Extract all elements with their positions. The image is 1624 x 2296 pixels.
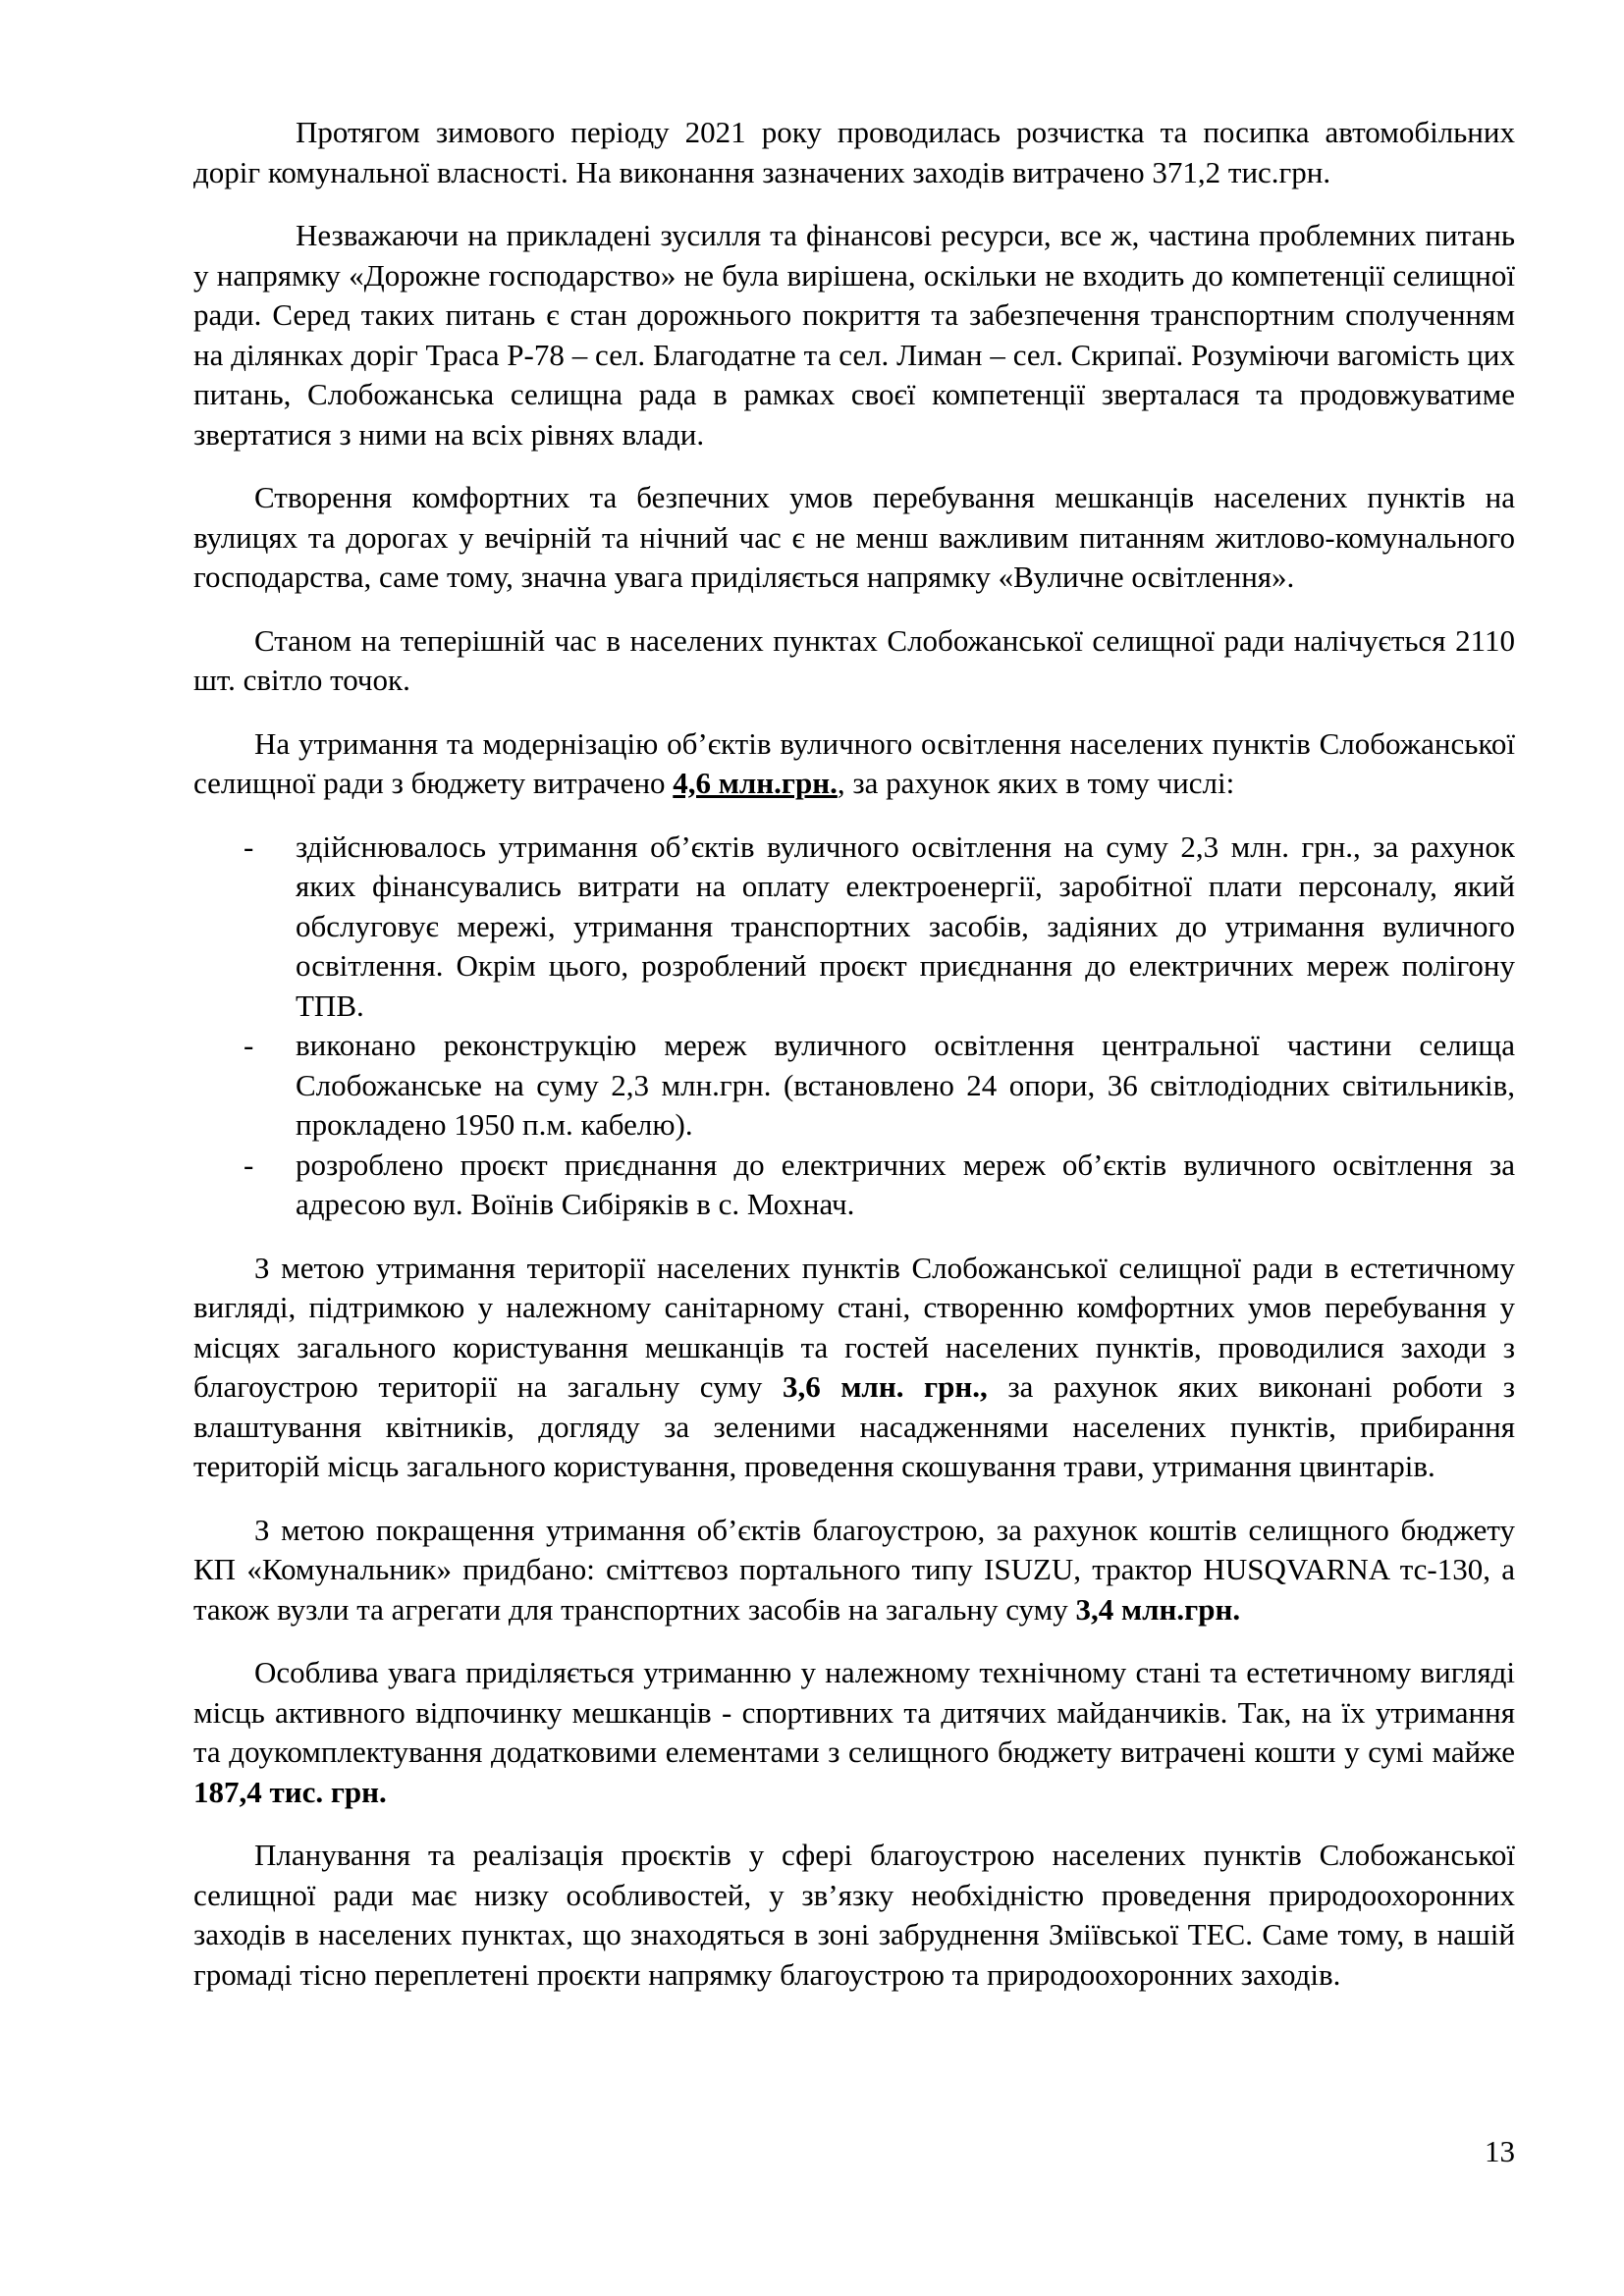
page-number: 13	[1485, 2134, 1515, 2168]
paragraph-vehicles-purchase	[193, 1511, 1515, 1630]
vehicles-amount: 3,4 млн.грн.	[1075, 1591, 1241, 1627]
playgrounds-amount: 187,4 тис. грн.	[193, 1774, 387, 1809]
paragraph-lighting-budget	[193, 724, 1515, 804]
lighting-budget-amount: 4,6 млн.грн.	[673, 766, 838, 800]
paragraph-light-points: Станом на теперішній час в населених пунктах Слобожанської селищної ради налічується 2110 шт. світло точок.	[193, 622, 1515, 697]
paragraph-unresolved-issues: Незважаючи на прикладені зусилля та фінансові ресурси, все ж, частина проблемних питань у напрямку «Дорожне господарство» не була вирішена, оскільки не входить до компетенції селищної ради. Серед таких питань є стан дорожнього покриття та забезпечення транспортним сполученням на ділянках доріг Траса Р-78 – сел. Благодатне та сел. Лиман – сел. Скрипаї. Розуміючи вагомість цих питань, Слобожанська селищна рада в рамках своєї компетенції зверталася та продовжуватиме звертатися з ними на всіх рівнях влади.	[193, 218, 1515, 452]
paragraph-planning: Планування та реалізація проєктів у сфері благоустрою населених пунктів Слобожанської селищної ради має низку особливостей, у зв’язку необхідністю проведення природоохоронних заходів в населених пунктах, що знаходяться в зоні забруднення Зміївської ТЕС. Саме тому, в нашій громаді тісно переплетені проєкти напрямку благоустрою та природоохоронних заходів.	[193, 1838, 1515, 1992]
list-bullet-marker: -	[244, 828, 254, 864]
document-page	[193, 113, 1515, 2018]
lighting-bullet-list	[193, 828, 1515, 1225]
list-item	[193, 1026, 1515, 1146]
list-item-text: розроблено проєкт приєднання до електричних мереж об’єктів вуличного освітлення за адресою вул. Воїнів Сибіряків в с. Мохнач.	[296, 1147, 1515, 1221]
list-bullet-marker: -	[244, 1147, 254, 1182]
paragraph-street-lighting: Створення комфортних та безпечних умов перебування мешканців населених пунктів на вулицях та дорогах у вечірній та нічний час є не менш важливим питанням житлово-комунального господарства, саме тому, значна увага приділяється напрямку «Вуличне освітлення».	[193, 480, 1515, 594]
paragraph-lighting-budget-text: На утримання та модернізацію об’єктів вуличного освітлення населених пунктів Слобожанської селищної ради з бюджету витрачено	[193, 725, 1515, 800]
list-item-text: виконано реконструкцію мереж вуличного освітлення центральної частини селища Слобожанське на суму 2,3 млн.грн. (встановлено 24 опори, 36 світлодіодних світильників, прокладено 1950 п.м. кабелю).	[296, 1028, 1515, 1142]
landscaping-amount: 3,6 млн. грн.,	[782, 1369, 988, 1404]
paragraph-playgrounds-text: Особлива увага приділяється утриманню у належному технічному стані та естетичному вигляді місць активного відпочинку мешканців - спортивних та дитячих майданчиків. Так, на їх утримання та доукомплектування додатковими елементами з селищного бюджету витрачені кошти у сумі майже	[193, 1655, 1515, 1769]
paragraph-landscaping-text: З метою утримання території населених пунктів Слобожанської селищної ради в естетичному вигляді, підтримкою у належному санітарному стані, створенню комфортних умов перебування у місцях загального користування мешканців та гостей населених пунктів, проводилися заходи з благоустрою території на загальну суму	[193, 1250, 1515, 1404]
list-bullet-marker: -	[244, 1028, 254, 1062]
list-item-text: здійснювалось утримання об’єктів вуличного освітлення на суму 2,3 млн. грн., за рахунок яких фінансувались витрати на оплату електроенергії, заробітної плати персоналу, який обслуговує мережі, утримання транспортних засобів, задіяних до утримання вуличного освітлення. Окрім цього, розроблений проєкт приєднання до електричних мереж полігону ТПВ.	[296, 828, 1515, 1023]
paragraph-winter-roads: Протягом зимового періоду 2021 року проводилась розчистка та посипка автомобільних доріг комунальної власності. На виконання зазначених заходів витрачено 371,2 тис.грн.	[193, 115, 1515, 189]
paragraph-landscaping	[193, 1249, 1515, 1487]
paragraph-playgrounds	[193, 1653, 1515, 1812]
paragraph-lighting-budget-tail: , за рахунок яких в тому числі:	[837, 766, 1235, 800]
list-item	[193, 1146, 1515, 1225]
list-item	[193, 828, 1515, 1027]
paragraph-landscaping-tail: за рахунок яких виконані роботи з влаштування квітників, догляду за зеленими насадженнями населених пунктів, прибирання територій місць загального користування, проведення скошування трави, утримання цвинтарів.	[193, 1369, 1515, 1483]
paragraph-vehicles-text: З метою покращення утримання об’єктів благоустрою, за рахунок коштів селищного бюджету КП «Комунальник» придбано: сміттєвоз портального типу ISUZU, трактор HUSQVARNA тс-130, а також вузли та агрегати для транспортних засобів на загальну суму	[193, 1512, 1515, 1627]
